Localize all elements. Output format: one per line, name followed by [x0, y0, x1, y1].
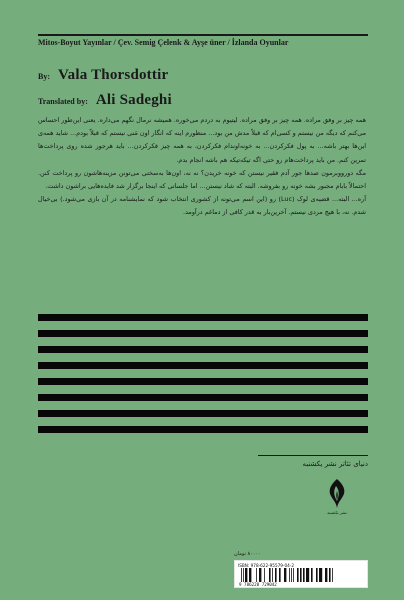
stripe [38, 362, 368, 369]
translator-name: Ali Sadeghi [95, 92, 172, 108]
barcode-bar [291, 568, 292, 582]
barcode-bar [297, 568, 299, 582]
barcode-bar [311, 568, 313, 582]
stripe [38, 426, 368, 433]
barcode-bar [306, 568, 309, 582]
author-credit [38, 66, 168, 84]
flame-leaf-logo-icon [323, 478, 351, 510]
stripe [38, 330, 368, 337]
barcode-bar [329, 568, 331, 582]
barcode-bar [284, 568, 286, 582]
barcode-bar [259, 568, 261, 582]
barcode-bar [303, 568, 305, 582]
author-name: Vala Thorsdottir [58, 67, 169, 83]
cover-blurb [38, 114, 366, 220]
stripe [38, 394, 368, 401]
isbn-text: ISBN: 978-622-95579-04-2 [238, 563, 294, 568]
blurb-paragraph: آره... البته... قضیه‌ی لوک (Luc) رو (این اسم می‌تونه از کشوری انتخاب شود که نمایشنامه در آن بازی می‌شود.) بی‌خیال شدم. نه، با هیچ مردی نیستم. آخرین‌بار به قدر کافی از دماغم درآومد. [38, 195, 366, 217]
barcode-bar [289, 568, 290, 582]
stripe [38, 346, 368, 353]
publisher-name: دنیای تئاتر نشر یکشنبه [258, 455, 368, 472]
publisher-credit: Mitos-Boyut Yayınlar / Çev. Semig Çelenk & Ayşe üner / İzlanda Oyunlar [38, 38, 289, 47]
barcode-bar [316, 568, 318, 582]
barcode-bar [256, 568, 257, 582]
translator-label: Translated by: [38, 97, 88, 106]
barcode-bar [264, 568, 265, 582]
barcode-bar [319, 568, 322, 582]
barcode-icon [239, 568, 365, 582]
barcode-bar [325, 568, 327, 582]
stripe [38, 378, 368, 385]
barcode-bar [272, 568, 273, 582]
price-label: ۸۰۰۰۰ تومان [234, 551, 261, 557]
translator-credit [38, 91, 172, 109]
decorative-stripes [38, 314, 368, 442]
barcode-box [234, 560, 368, 588]
barcode-digits: 9 786228 729042 [239, 582, 277, 587]
blurb-paragraph: همه چیز بر وفق مراده. همه چیز بر وفق مراده. لیتیوم به دردم می‌خوره. همیشه نرمال نگهم می‌داره. یعنی این‌طور احساس می‌کنم که دیگه من نیستم و کسی‌ام که قبلاً مدش من بود... منظورم اینه که انگار اون مَنی نیستم که قبلاً بودم... شاید همه‌ی این‌ها بهتر باشه... به پول فکرکردن... به خونه‌اوندام فکرکردن، به همه چیز فکرکردن... باید هرجور شده روی پرداخت‌ها تمرین کنم. من باید پرداخت‌هام رو حتی اگه تیکه‌تیکه هم باشه انجام بدم. [38, 116, 366, 164]
stripe [38, 410, 368, 417]
stripe [38, 314, 368, 321]
barcode-bar [241, 568, 242, 582]
barcode-bar [249, 568, 251, 582]
barcode-bar [332, 568, 333, 582]
barcode-bar [279, 568, 281, 582]
top-rule [38, 34, 368, 36]
barcode-bar [245, 568, 247, 582]
barcode-bar [293, 568, 294, 582]
barcode-bar [243, 568, 244, 582]
logo-caption: نشر یکشنبه [327, 510, 347, 515]
author-label: By: [38, 72, 50, 81]
blurb-paragraph: مگه دورووبرمون صدها جور آدم فقیر نیستن که خونه خریدن؟ نه نه، اون‌ها به‌سختی می‌تونن مزینه‌هاشون رو پرداخت کنن. احتمالاً بابام مجبور بشه خونه رو بفروشه. البته که شاد نیستن... اما جلساتی که اینجا برگزار شد فایده‌هایی براشون داشت. [38, 168, 366, 191]
barcode-bar [300, 568, 302, 582]
barcode-bar [269, 568, 271, 582]
barcode-bar [275, 568, 277, 582]
